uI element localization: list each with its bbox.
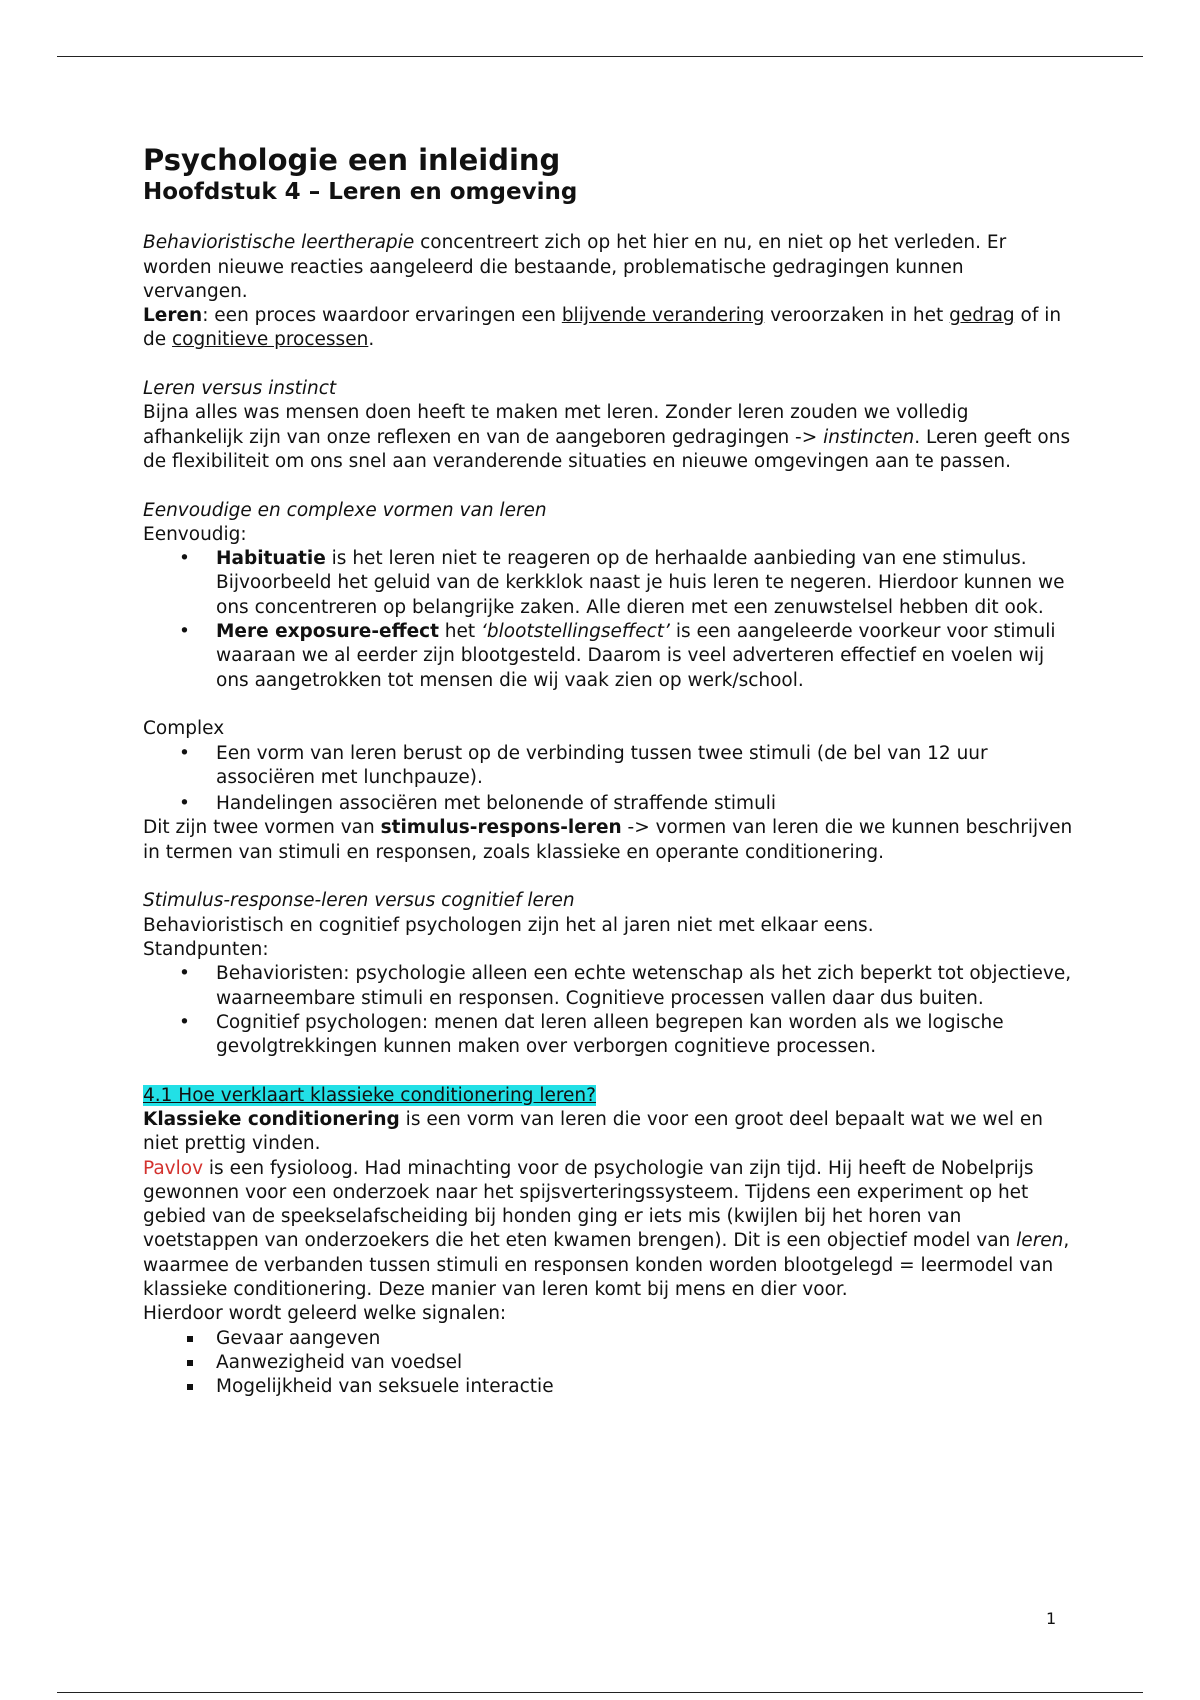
section-4-1-heading: 4.1 Hoe verklaart klassieke conditionering leren?: [143, 1084, 596, 1106]
complex-list: [143, 742, 1073, 817]
leren-definition: Leren: een proces waardoor ervaringen een blijvende verandering veroorzaken in het gedrag of in de cognitieve processen.: [143, 305, 1062, 351]
pavlov-paragraph: Pavlov is een fysioloog. Had minachting voor de psychologie van zijn tijd. Hij heeft de Nobelprijs gewonnen voor een onderzoek naar het spijsverteringssysteem. Tijdens een experiment op het gebied van de speekselafscheiding bij honden ging er iets mis (kwijlen bij het horen van voetstappen van onderzoekers die het eten kwamen brengen). Dit is een objectief model van leren, waarmee de verbanden tussen stimuli en responsen konden worden blootgelegd = leermodel van klassieke conditionering. Deze manier van leren komt bij mens en dier voor.: [143, 1157, 1070, 1301]
document-body: [143, 143, 1073, 1400]
list-item: • Mere exposure-effect het ‘blootstellingseffect’ is een aangeleerde voorkeur voor stimuli waaraan we al eerder zijn blootgesteld. Daarom is veel adverteren effectief en voelen wij ons aangetrokken tot mensen die wij vaak zien op werk/school.: [179, 621, 1056, 691]
list-item: • Behavioristen: psychologie alleen een echte wetenschap als het zich beperkt tot objectieve, waarneembare stimuli en responsen. Cognitieve processen vallen daar dus buiten.: [179, 963, 1072, 1009]
square-bullet-icon: [187, 1384, 193, 1390]
sr-cognitief-heading: Stimulus-response-leren versus cognitief leren: [143, 890, 575, 912]
instinct-heading: Leren versus instinct: [143, 378, 337, 400]
bullet-icon: •: [179, 548, 190, 570]
bullet-icon: •: [179, 621, 190, 643]
list-item: Aanwezigheid van voedsel: [143, 1351, 1073, 1375]
standpunten-label: Standpunten:: [143, 938, 269, 960]
page-number: 1: [1046, 1609, 1057, 1628]
list-item: • Handelingen associëren met belonende of straffende stimuli: [143, 792, 1073, 816]
chapter-subtitle: Hoofdstuk 4 – Leren en omgeving: [143, 179, 578, 205]
bullet-icon: •: [179, 963, 190, 985]
sr-cognitief-paragraph: Behavioristisch en cognitief psychologen zijn het al jaren niet met elkaar eens.: [143, 914, 874, 936]
list-item: • Habituatie is het leren niet te reageren op de herhaalde aanbieding van ene stimulus. Bijvoorbeeld het geluid van de kerkklok naast je huis leren te negeren. Hierdoor kunnen we ons concentreren op belangrijke zaken. Alle dieren met een zenuwstelsel hebben dit ook.: [179, 548, 1065, 618]
bullet-icon: •: [179, 742, 190, 764]
header-rule: [57, 56, 1143, 57]
square-bullet-icon: [187, 1336, 193, 1342]
complex-label: Complex: [143, 718, 225, 740]
list-item: • Een vorm van leren berust op de verbinding tussen twee stimuli (de bel van 12 uur associëren met lunchpauze).: [179, 742, 988, 788]
klassieke-conditionering-paragraph: Klassieke conditionering is een vorm van leren die voor een groot deel bepaalt wat we wel en niet prettig vinden.: [143, 1108, 1044, 1155]
instinct-paragraph: Bijna alles was mensen doen heeft te maken met leren. Zonder leren zouden we volledig afhankelijk zijn van onze reflexen en van de aangeboren gedragingen -> instincten. Leren geeft ons de flexibiliteit om ons snel aan veranderende situaties en nieuwe omgevingen aan te passen.: [143, 402, 1071, 472]
vormen-heading: Eenvoudige en complexe vormen van leren: [143, 499, 547, 521]
list-item: • Cognitief psychologen: menen dat leren alleen begrepen kan worden als we logische gevolgtrekkingen kunnen maken over verborgen cognitieve processen.: [179, 1011, 1004, 1058]
signalen-label: Hierdoor wordt geleerd welke signalen:: [143, 1303, 507, 1325]
eenvoudig-label: Eenvoudig:: [143, 523, 247, 545]
list-item: Mogelijkheid van seksuele interactie: [143, 1375, 1073, 1399]
document-title: Psychologie een inleiding: [143, 143, 561, 177]
stimulus-respons-summary: Dit zijn twee vormen van stimulus-respons-leren -> vormen van leren die we kunnen beschrijven in termen van stimuli en responsen, zoals klassieke en operante conditionering.: [143, 817, 1073, 863]
pavlov-name: Pavlov: [143, 1157, 204, 1179]
bullet-icon: •: [179, 1011, 190, 1033]
bullet-icon: •: [179, 793, 190, 815]
square-bullet-icon: [187, 1360, 193, 1366]
standpunten-list: [143, 962, 1073, 1059]
signalen-list: [143, 1327, 1073, 1400]
footer-rule: [57, 1692, 1143, 1693]
intro-term: Behavioristische leertherapie: [143, 232, 415, 254]
list-item: Gevaar aangeven: [143, 1327, 1073, 1351]
intro-paragraph: Behavioristische leertherapie concentreert zich op het hier en nu, en niet op het verleden. Er worden nieuwe reacties aangeleerd die bestaande, problematische gedragingen kunnen vervangen.: [143, 232, 1007, 302]
eenvoudig-list: [143, 547, 1073, 693]
